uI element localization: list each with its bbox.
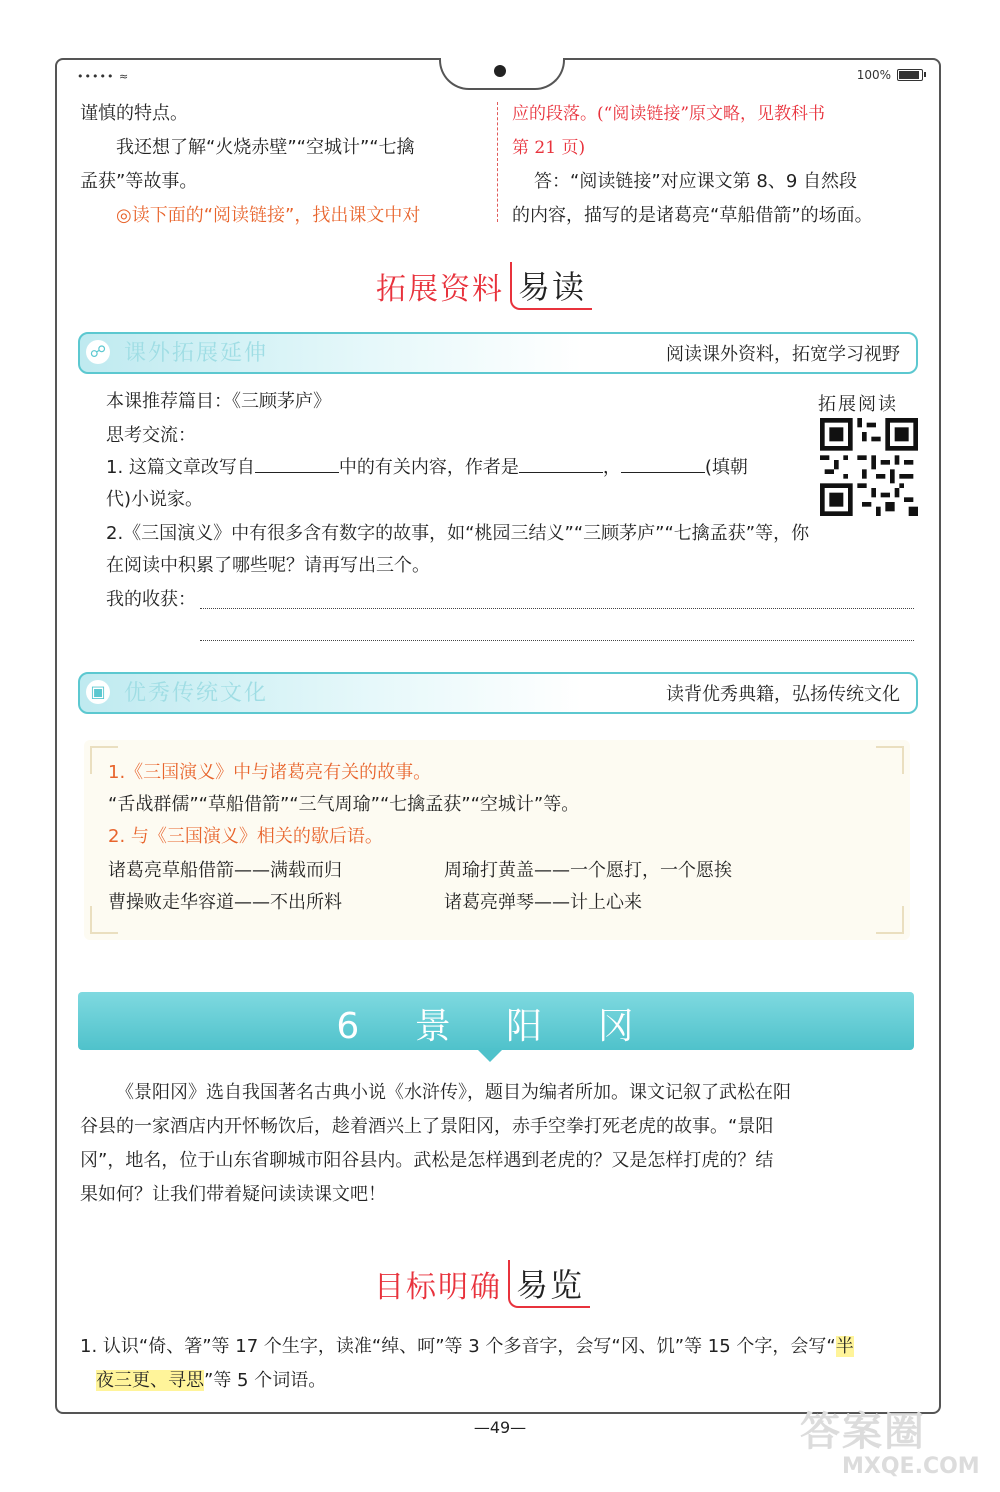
left-line-3: 孟获”等故事。 (80, 171, 198, 192)
battery-icon (897, 69, 923, 81)
xiehouyu-4: 诸葛亮弹琴——计上心来 (444, 892, 642, 913)
book-icon: ▣ (86, 680, 110, 704)
corner-ornament-br (876, 906, 904, 934)
q1-part-b: 中的有关内容，作者是 (338, 457, 519, 478)
culture-heading-1: 1.《三国演义》中与诸葛亮有关的故事。 (108, 762, 432, 783)
share-icon: ☍ (86, 340, 110, 364)
answer-line-2 (200, 640, 914, 641)
section-title-goals-box: 易览 (508, 1260, 590, 1308)
intro-line-3: 冈”，地名，位于山东省聊城市阳谷县内。武松是怎样遇到老虎的？又是怎样打虎的？结 (80, 1150, 774, 1171)
left-line-2: 我还想了解“火烧赤壁”“空城计”“七擒 (116, 137, 415, 158)
left-task: ◎读下面的“阅读链接”，找出课文中对 (116, 205, 421, 226)
banner-culture-subtitle: 读背优秀典籍，弘扬传统文化 (666, 684, 900, 705)
q1-part-a: 1. 这篇文章改写自 (106, 457, 255, 478)
right-answer-2: 的内容，描写的是诸葛亮“草船借箭”的场面。 (512, 205, 873, 226)
goal-line-2-text: ”等 5 个词语。 (204, 1370, 327, 1391)
chapter-banner-pointer (476, 1048, 504, 1062)
question-1 (106, 451, 748, 485)
right-line-1: 应的段落。(“阅读链接”原文略，见教科书 (512, 104, 826, 124)
gain-label: 我的收获： (106, 589, 196, 610)
banner-culture-title: 优秀传统文化 (124, 681, 269, 706)
goal-highlight-2: 夜三更、寻思 (96, 1370, 204, 1391)
answer-line-1 (200, 608, 914, 609)
wifi-icon: ≈ (118, 70, 130, 83)
watermark-logo: 答案圈 (800, 1409, 926, 1455)
corner-ornament-tr (876, 746, 904, 774)
intro-line-1: 《景阳冈》选自我国著名古典小说《水浒传》，题目为编者所加。课文记叙了武松在阳 (116, 1082, 791, 1103)
battery-percent: 100% (856, 68, 891, 82)
section-title-goals (374, 1260, 590, 1308)
culture-heading-2: 2. 与《三国演义》相关的歇后语。 (108, 826, 383, 847)
banner-extend-title: 课外拓展延伸 (124, 341, 269, 366)
xiehouyu-3: 曹操败走华容道——不出所料 (108, 892, 342, 913)
blank-3 (621, 472, 705, 473)
question-2-line-2: 在阅读中积累了哪些呢？请再写出三个。 (106, 555, 430, 576)
q1-part-d: (填朝 (704, 457, 748, 478)
left-line-1: 谨慎的特点。 (80, 103, 188, 124)
q1-part-c: ， (602, 457, 621, 478)
camera-icon (494, 65, 506, 77)
blank-1 (255, 472, 339, 473)
qr-label: 拓展阅读 (818, 394, 898, 415)
section-title-goals-text: 目标明确 (374, 1270, 502, 1305)
question-1-end: 代)小说家。 (106, 489, 204, 510)
banner-culture (78, 672, 918, 714)
xiehouyu-1: 诸葛亮草船借箭——满载而归 (108, 860, 342, 881)
recommend-line: 本课推荐篇目：《三顾茅庐》 (106, 391, 331, 412)
goal-highlight-1: 半 (835, 1336, 854, 1357)
banner-extend-subtitle: 阅读课外资料，拓宽学习视野 (666, 344, 900, 365)
intro-line-2: 谷县的一家酒店内开怀畅饮后，趁着酒兴上了景阳冈，赤手空拳打死老虎的故事。“景阳 (80, 1116, 774, 1137)
chapter-title: 6 景 阳 冈 (336, 1006, 656, 1047)
right-answer-1: 答：“阅读链接”对应课文第 8、9 自然段 (534, 171, 857, 192)
question-2-line-1: 2.《三国演义》中有很多含有数字的故事，如“桃园三结义”“三顾茅庐”“七擒孟获”等，你 (106, 523, 810, 544)
section-title-box: 易读 (510, 262, 592, 310)
signal-dots: ••••• (77, 70, 115, 83)
qr-code-icon[interactable] (820, 418, 918, 516)
banner-extend (78, 332, 918, 374)
think-label: 思考交流： (106, 425, 196, 446)
goal-line-1 (80, 1330, 854, 1364)
culture-line-1: “舌战群儒”“草船借箭”“三气周瑜”“七擒孟获”“空城计”等。 (108, 794, 580, 815)
goal-line-1-text: 1. 认识“倚、箸”等 17 个生字，读准“绰、呵”等 3 个多音字，会写“冈、饥”等 15 个字，会写“ (80, 1336, 836, 1357)
page-number: —49— (473, 1418, 527, 1437)
chapter-banner (78, 992, 914, 1050)
right-line-2: 第 21 页) (512, 138, 586, 158)
goal-line-2 (96, 1364, 326, 1398)
section-title-extend (376, 262, 592, 310)
signal-indicator (77, 70, 129, 83)
battery-status (857, 68, 923, 82)
intro-line-4: 果如何？让我们带着疑问读读课文吧！ (80, 1184, 386, 1205)
column-divider (497, 102, 498, 222)
blank-2 (519, 472, 603, 473)
watermark-url: MXQE.COM (842, 1454, 980, 1479)
xiehouyu-2: 周瑜打黄盖——一个愿打，一个愿挨 (444, 860, 732, 881)
section-title-text: 拓展资料 (376, 272, 504, 307)
